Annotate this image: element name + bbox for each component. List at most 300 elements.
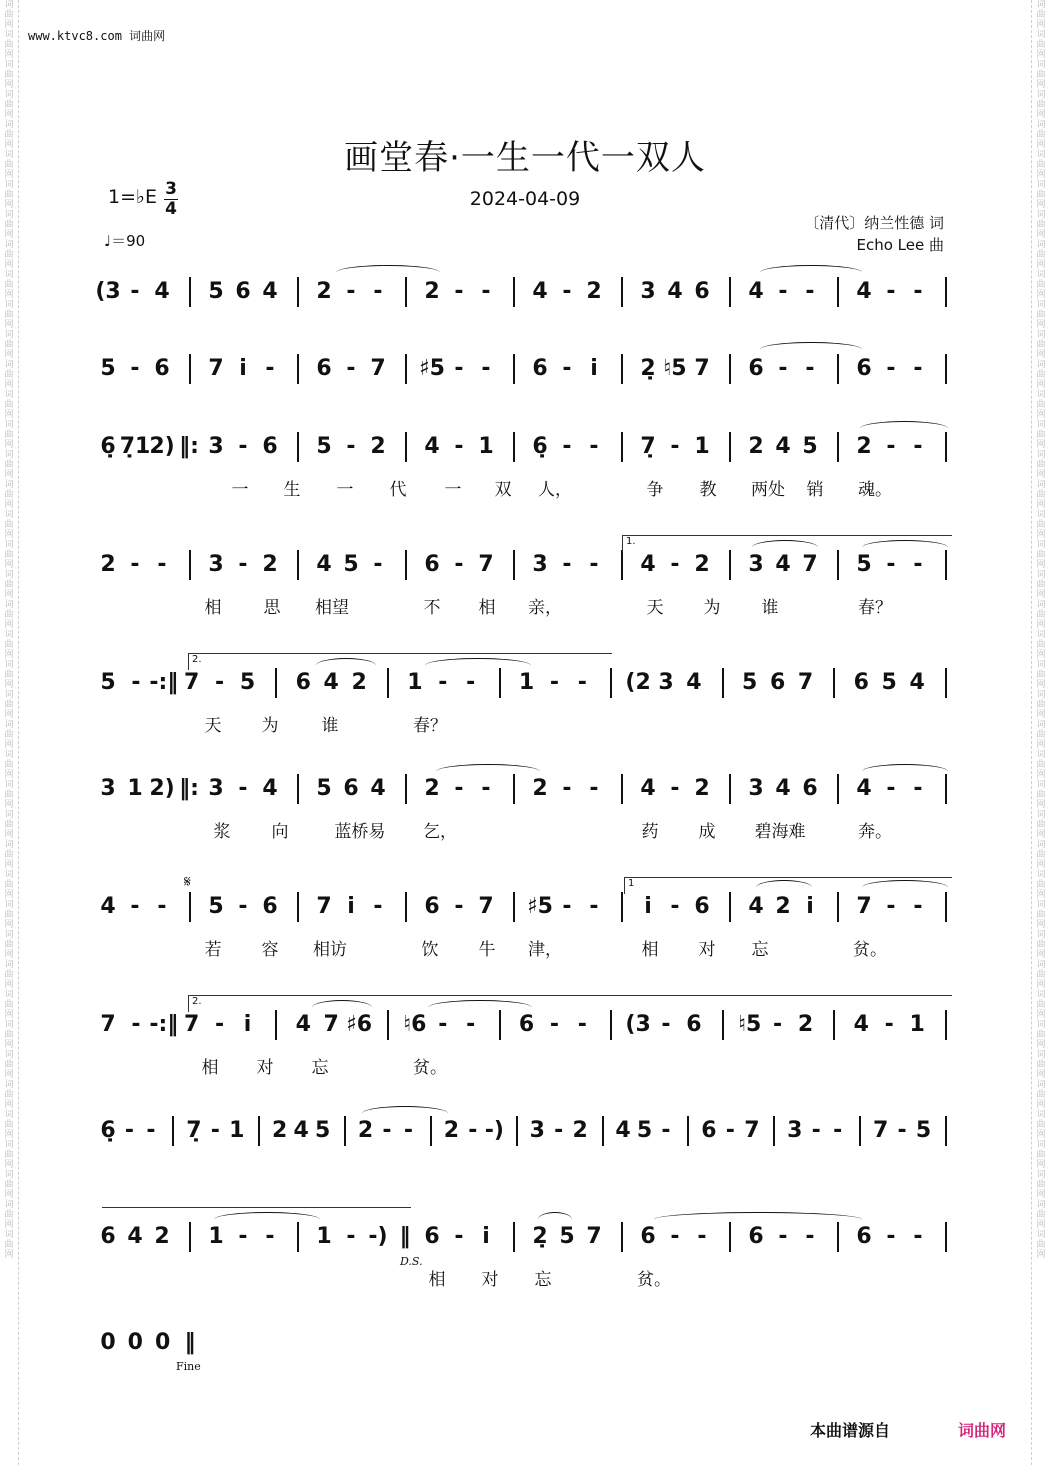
lyric: 思 [263,598,281,618]
note: - [346,356,356,381]
note: ‖: [179,776,199,801]
barline [837,432,839,462]
note: 4 [316,552,332,577]
barline [189,892,191,922]
note: 6 [316,356,332,381]
barline [513,550,515,580]
right-watermark: 词曲网词曲网词曲网词曲网词曲网词曲网词曲网词曲网词曲网词曲网词曲网词曲网词曲网词曲网词曲网词曲网词曲网词曲网词曲网词曲网词曲网词曲网词曲网词曲网词曲网词曲网词曲网词曲网词曲网词曲网词曲网词曲网词曲网词曲网词曲网词曲网词曲网词曲网词曲网词曲网词曲网词曲网 [1036,0,1046,1260]
note: - [913,776,923,801]
barline [833,668,835,698]
note: - [468,1118,478,1143]
lyric: 奔。 [858,822,892,842]
score-row [0,1330,1050,1370]
barline [344,1116,346,1146]
note: 6 [154,356,170,381]
barline [945,892,947,922]
barline [297,354,299,384]
barline [405,774,407,804]
note: -) [484,1118,504,1143]
note: - [725,1118,735,1143]
barline [258,1116,260,1146]
volta-1b: 1 [624,877,952,894]
site-url[interactable]: www.ktvc8.com 词曲网 [28,29,166,43]
note: 5 [742,670,758,695]
note: 7 [802,552,818,577]
note: - [886,434,896,459]
lyric: 谁 [321,716,339,736]
barline [729,892,731,922]
note: 5 [802,434,818,459]
note: 1 [909,1012,925,1037]
barline [513,277,515,307]
note: - [884,1012,894,1037]
note: i [590,356,598,381]
note: - [805,356,815,381]
lyric: 争 [646,480,664,500]
note: - [466,1012,476,1037]
lyric: 一 [444,480,462,500]
note: - [454,552,464,577]
note: 4 [262,279,278,304]
barline [945,432,947,462]
barline [610,1010,612,1040]
note: -:‖ [149,1012,179,1037]
barline [837,354,839,384]
note: - [778,356,788,381]
note: - [554,1118,564,1143]
note: (3 [95,279,121,304]
note: 4 [909,670,925,695]
barline [729,550,731,580]
barline [945,277,947,307]
barline [621,354,623,384]
lyric: 两处 [751,480,785,500]
barline [621,892,623,922]
note: ‖: [179,434,199,459]
score-row [0,776,1050,816]
note: ‖ [399,1224,411,1249]
note: 2 [797,1012,814,1037]
note: 3 [658,670,674,695]
note: ♮5 [738,1012,762,1037]
note: 5 [316,776,332,801]
lyric: 天 [646,598,664,618]
lyric: 乞， [423,822,457,842]
note: 6̣ [532,434,548,459]
barline [729,354,731,384]
note: 5 [915,1118,932,1143]
barline [729,432,731,462]
note: - [454,356,464,381]
note: 6 [532,356,548,381]
note: - [215,670,225,695]
note: ♮5 [663,356,687,381]
score-row [0,279,1050,319]
note: - [913,1224,923,1249]
note: 6 [343,776,359,801]
score-row [0,1012,1050,1052]
barline [275,668,277,698]
barline [513,432,515,462]
lyric: 蓝桥易 [334,822,386,842]
note: 2 [424,776,440,801]
note: 2) [149,776,175,801]
note: - [886,1224,896,1249]
note: 7 [478,552,494,577]
note: 6 [235,279,251,304]
note: 4 [686,670,702,695]
ds-mark: D.S. [400,1255,423,1268]
note: 2 [262,552,278,577]
note: - [403,1118,414,1143]
note: 5 [559,1224,575,1249]
note: 2 [443,1118,460,1143]
barline [610,668,612,698]
note: 2 [775,894,791,919]
note: - [265,356,275,381]
note: - [913,356,923,381]
note: 4 [856,776,872,801]
note: 4 [748,894,764,919]
barline [945,668,947,698]
barline [621,774,623,804]
note: 6̣ [100,434,116,459]
lyricist-credit: 〔清代〕纳兰性德 词 [804,214,944,232]
note: - [131,670,141,695]
note: 5 [636,1118,653,1143]
note: 7 [872,1118,889,1143]
note: 6 [424,894,440,919]
note: 6 [686,1012,702,1037]
lyric: 贫。 [413,1058,447,1078]
note: - [811,1118,821,1143]
note: 2 [424,279,440,304]
note: - [346,434,356,459]
note: 5 [343,552,359,577]
note: 3 [748,552,764,577]
tie-slur [436,764,540,779]
note: 6 [701,1118,717,1143]
tie-slur [538,1212,572,1227]
lyric: 对 [256,1058,274,1078]
note: 3 [532,552,548,577]
barline [516,1116,518,1146]
note: 4 [640,552,656,577]
barline [621,432,623,462]
note: 1 [208,1224,224,1249]
volta-2b: 2. [188,995,952,1012]
note: - [481,356,491,381]
note: 6 [518,1012,535,1037]
lyric: 天 [204,716,222,736]
song-title: 画堂春·一生一代一双人 [344,138,706,178]
note: - [562,434,572,459]
note: - [670,434,680,459]
lyric: 亲， [528,598,562,618]
note: 7 [100,1012,116,1037]
barline [405,277,407,307]
note: 2 [748,434,764,459]
note: - [670,894,680,919]
note: 7 [856,894,872,919]
note: 6 [748,1224,764,1249]
lyric: 魂。 [858,480,892,500]
note: 6 [262,894,278,919]
note: - [589,434,599,459]
note: i [482,1224,490,1249]
note: 6 [694,894,710,919]
tie-slur [760,342,862,357]
note: 5 [316,434,332,459]
note: 6 [424,1224,440,1249]
lyric: 成 [698,822,716,842]
note: 5 [100,670,116,695]
note: 1 [478,434,494,459]
lyric: 饮 [421,940,439,960]
note: 2̣ [640,356,656,381]
note: 4 [154,279,170,304]
note: - [886,279,896,304]
barline [405,432,407,462]
score-row [0,356,1050,396]
barline [189,277,191,307]
score-row [0,434,1050,474]
barline [833,1010,835,1040]
note: 6 [856,1224,872,1249]
barline [405,892,407,922]
note: i [243,1012,252,1037]
barline [297,550,299,580]
note: - [773,1012,783,1037]
note: 2 [154,1224,170,1249]
lyric: 代 [389,480,407,500]
barline [687,1116,689,1146]
note: 7̣ [186,1118,202,1143]
barline [513,354,515,384]
note: 5 [208,279,224,304]
note: - [215,1012,225,1037]
note: - [886,776,896,801]
note: - [238,894,248,919]
barline [945,1116,947,1146]
note: 7 [184,1012,200,1037]
tie-slur [860,421,948,436]
note: 6 [262,434,278,459]
lyric: 双 [494,480,512,500]
note: 4 [532,279,548,304]
note: - [210,1118,220,1143]
note: 4 [748,279,764,304]
note: 4 [262,776,278,801]
tie-slur [336,265,440,280]
note: (2 [625,670,651,695]
lyric: 若 [204,940,222,960]
score-row [0,1118,1050,1158]
note: 1 [316,1224,332,1249]
note: 5 [100,356,116,381]
barline [773,1116,775,1146]
note: 1 [127,776,143,801]
note: - [124,1118,135,1143]
note: 3 [640,279,656,304]
note: 2 [856,434,872,459]
brand-link[interactable]: 词曲网 [958,1421,1007,1440]
volta-2: 2. [188,653,612,670]
lyric: 相 [641,940,659,960]
lyric: 贫。 [853,940,887,960]
barline [837,774,839,804]
note: 3 [208,776,224,801]
note: 2 [532,776,548,801]
note: 2 [272,1118,288,1143]
lyric: 贫。 [637,1270,671,1290]
barline [621,277,623,307]
note: 2) [149,434,175,459]
barline [722,668,724,698]
note: 7 [208,356,224,381]
note: - [805,1224,815,1249]
note: - [466,670,476,695]
note: 2 [694,776,710,801]
note: 6 [640,1224,656,1249]
source-label: 本曲谱源自 [810,1421,891,1440]
lyric: 相访 [313,940,347,960]
note: - [238,552,248,577]
note: - [697,1224,707,1249]
note: 7 [797,670,814,695]
note: 3 [748,776,764,801]
barline [297,774,299,804]
note: - [562,279,572,304]
note: 6 [295,670,311,695]
note: - [130,894,140,919]
segno-sign: 𝄋 [184,872,191,891]
note: - [265,1224,275,1249]
note: - [157,552,167,577]
note: - [577,1012,587,1037]
note: - [346,1224,356,1249]
note: - [661,1118,671,1143]
note: 4 [667,279,683,304]
barline [405,354,407,384]
barline [405,550,407,580]
note: 7 [184,670,200,695]
note: 6 [856,356,872,381]
note: 2 [586,279,602,304]
note: (3 [625,1012,651,1037]
note: - [373,279,383,304]
volta-2b-cont [102,1207,411,1224]
note: 5 [239,670,256,695]
note: -:‖ [149,670,179,695]
note: 7 [323,1012,339,1037]
lyric: 一 [231,480,249,500]
note: ♮6 [403,1012,427,1037]
note: - [589,776,599,801]
note: - [913,894,923,919]
barline [945,1222,947,1252]
barline [837,277,839,307]
note: - [373,894,383,919]
note: - [670,552,680,577]
barline [837,892,839,922]
note: - [886,894,896,919]
lyric: 一 [336,480,354,500]
barline [297,432,299,462]
note: ♯6 [346,1012,373,1037]
note: 5 [208,894,224,919]
note: 7̣ [640,434,656,459]
note: - [238,776,248,801]
note: - [438,670,448,695]
note: - [454,1224,464,1249]
note: 1 [407,670,423,695]
barline [729,774,731,804]
lyric: 牛 [478,940,496,960]
lyric: 向 [271,822,289,842]
score-row [0,670,1050,710]
note: - [382,1118,392,1143]
barline [189,550,191,580]
note: 4 [856,279,872,304]
note: 0 [100,1330,116,1355]
note: - [562,776,572,801]
note: 7 [586,1224,602,1249]
lyric: 对 [698,940,716,960]
barline [729,277,731,307]
note: 2 [316,279,332,304]
tie-slur [862,764,948,779]
score-row [0,552,1050,592]
note: 3 [100,776,116,801]
lyric: 生 [283,480,301,500]
note: - [886,552,896,577]
note: - [562,894,572,919]
note: - [346,279,356,304]
note: i [347,894,355,919]
note: 6 [748,356,764,381]
note: 4 [775,434,791,459]
note: - [130,279,140,304]
note: 6 [694,279,710,304]
note: 3 [529,1118,545,1143]
note: - [778,1224,788,1249]
note: -) [368,1224,388,1249]
key-signature: 1=♭E [108,186,157,208]
lyric: 相 [428,1270,446,1290]
barline [837,550,839,580]
note: ♯5 [419,356,445,381]
barline [387,1010,389,1040]
note: 1 [694,434,710,459]
note: 4 [775,776,791,801]
note: 2 [351,670,367,695]
note: 3 [208,434,224,459]
lyric: 不 [423,598,441,618]
note: - [778,279,788,304]
barline [945,354,947,384]
note: - [913,434,923,459]
note: - [373,552,383,577]
note: - [454,894,464,919]
lyric: 销 [806,480,824,500]
note: 7 [694,356,710,381]
note: - [913,552,923,577]
note: - [589,552,599,577]
note: 6 [100,1224,116,1249]
note: - [481,279,491,304]
lyric: 相 [201,1058,219,1078]
